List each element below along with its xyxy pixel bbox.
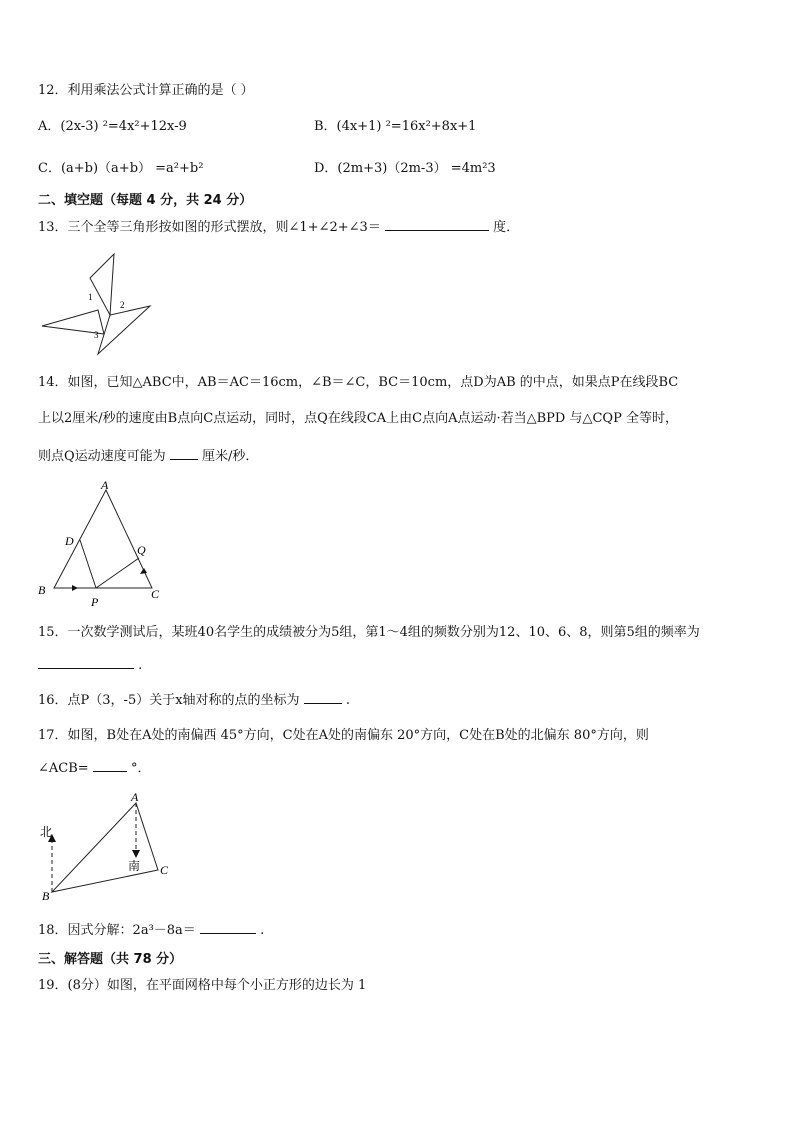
q18-line [38,921,264,940]
q17-line-2 [38,759,150,778]
q17-angle-stem: ∠ACB= [38,761,89,776]
q12-option-d: D．(2m+3)（2m-3） =4m²3 [314,161,496,176]
q13-stem-line [38,218,519,237]
q14-label-p: P [91,595,99,609]
q13-tail: 度． [493,220,520,235]
q14-arrow-bc-icon [72,585,78,591]
q14-label-q: Q [137,543,146,557]
q14-line-3-tail: 厘米/秒． [201,449,259,464]
q17-label-c: C [160,863,169,877]
q13-answer-blank [385,218,489,231]
q14-line-3-stem: 则点Q运动速度可能为 [38,449,166,464]
q14-label-c: C [151,587,160,601]
q15-tail: . [138,658,143,673]
q14-arrow-ca-icon [140,568,147,574]
q13-triangle-top [90,254,114,315]
q14-figure [34,478,174,610]
q14-answer-blank [170,447,198,460]
q12-option-c: C．(a+b)（a+b） =a²+b² [38,161,204,176]
q16-stem: 16．点P（3，-5）关于x轴对称的点的坐标为 [38,693,300,708]
q13-angle-3-label: 3 [94,330,99,340]
q14-line-1: 14．如图，已知△ABC中，AB＝AC＝16cm，∠B＝∠C，BC＝10cm，点D为AB 的中点，如果点P在线段BC [38,375,679,390]
q17-triangle-abc [52,803,158,892]
q17-label-a: A [131,790,139,804]
q17-line-1: 17．如图，B处在A处的南偏西 45°方向，C处在A处的南偏东 20°方向，C处在B处的北偏东 80°方向，则 [38,728,649,743]
q16-answer-blank [304,691,342,704]
q13-stem: 13．三个全等三角形按如图的形式摆放，则∠1+∠2+∠3＝ [38,220,381,235]
section-2-title: 二、填空题（每题 4 分，共 24 分） [38,193,253,208]
q17-tail: °． [130,761,151,776]
q14-label-a: A [101,478,109,492]
q14-segment-dp [80,540,96,588]
q19-stem: 19．(8分）如图，在平面网格中每个小正方形的边长为 1 [38,978,367,993]
q13-angle-2-label: 2 [120,300,125,310]
q17-south-arrow-icon [132,850,140,858]
q12-stem: 12．利用乘法公式计算正确的是（ ） [38,83,254,98]
q17-label-south: 南 [128,859,141,873]
q14-label-b: B [38,583,46,597]
q12-option-a: A．(2x-3) ²=4x²+12x-9 [38,119,187,134]
q18-tail: . [260,923,265,938]
q13-angle-1-label: 1 [88,292,93,302]
q14-line-2: 上以2厘米/秒的速度由B点向C点运动，同时，点Q在线段CA上由C点向A点运动·若当△BPD 与△CQP 全等时， [38,411,678,426]
q14-label-d: D [65,534,74,548]
q12-option-b: B．(4x+1) ²=16x²+8x+1 [314,119,477,134]
q16-line [38,691,350,710]
q18-stem: 18．因式分解：2a³－8a＝ [38,923,196,938]
q17-figure [36,788,186,904]
q17-label-b: B [42,889,50,903]
q15-answer-blank [38,656,134,669]
q14-segment-pq [96,558,139,588]
q14-line-3 [38,447,258,466]
section-3-title: 三、解答题（共 78 分） [38,952,183,967]
q13-triangle-right [98,306,150,354]
q17-answer-blank [93,759,127,772]
q17-label-north: 北 [40,825,53,839]
q13-figure [38,250,158,360]
q18-answer-blank [200,921,256,934]
q15-line-1: 15．一次数学测试后，某班40名学生的成绩被分为5组，第1～4组的频数分别为12、10、6、8，则第5组的频率为 [38,625,700,640]
q16-tail: . [345,693,350,708]
q15-line-2 [38,656,142,675]
